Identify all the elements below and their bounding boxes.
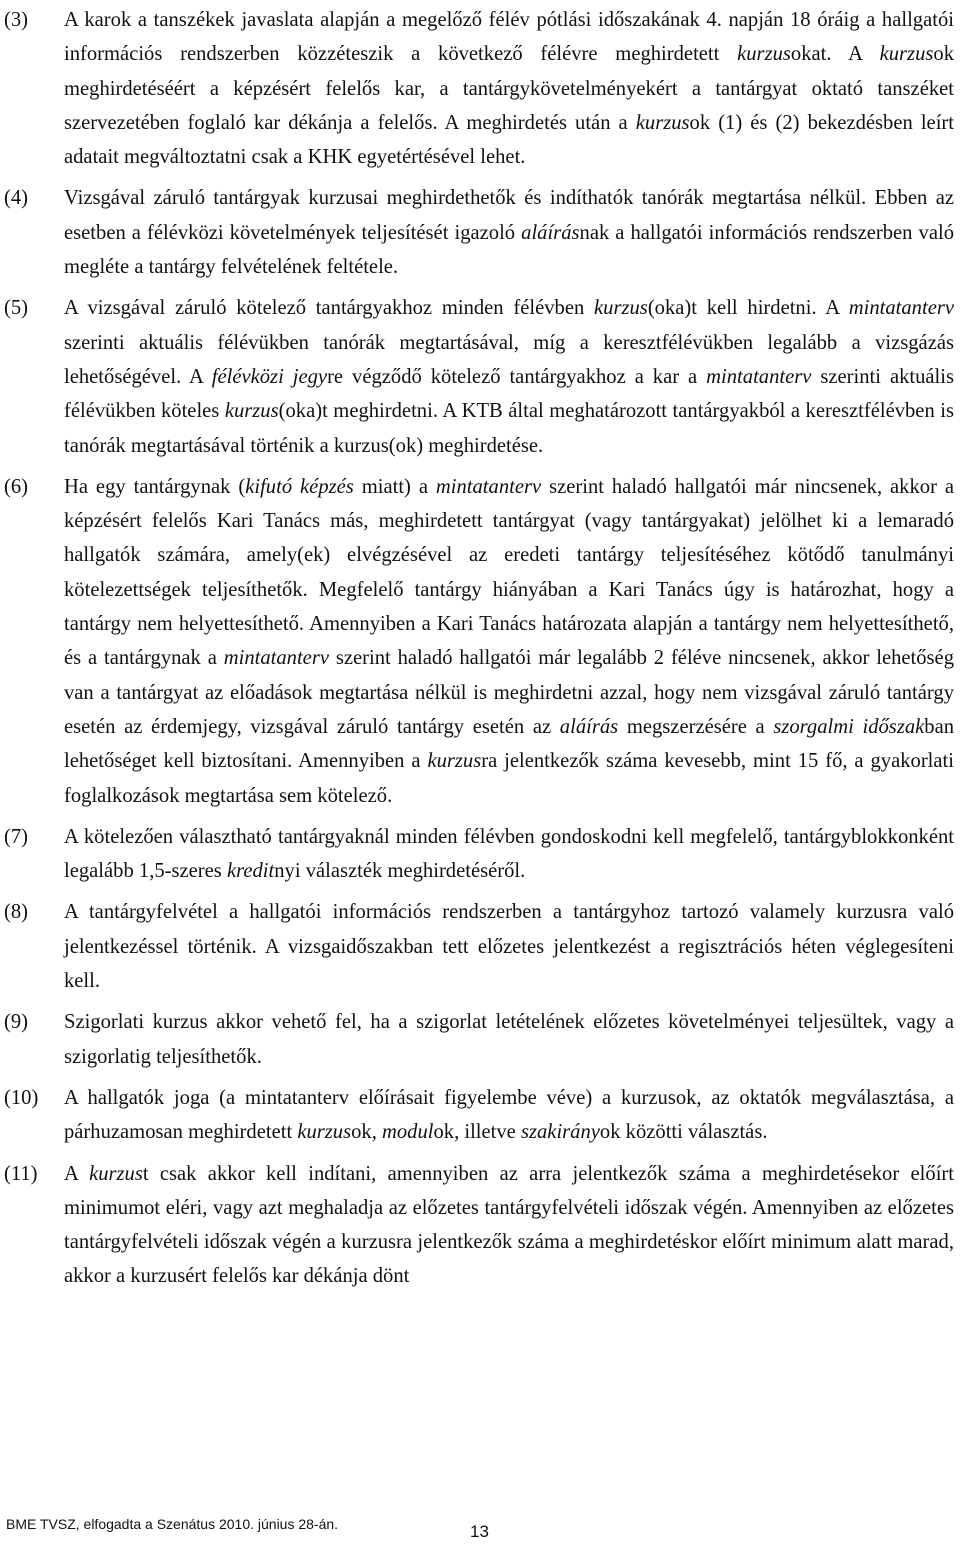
text-segment: szerint haladó hallgatói már legalább 2 féléve nincsenek, akkor lehetőség van a tantárgyat az előadások megtartása nélkül is meghirdetni azzal, hogy nem vizsgával záruló tantárgy esetén az érdemjegy, vizsgával záruló tantárgy esetén az bbox=[64, 647, 954, 738]
paragraph bbox=[0, 1005, 960, 1074]
text-segment: ok, bbox=[351, 1121, 382, 1144]
italic-term: kurzus bbox=[297, 1121, 352, 1144]
text-segment: miatt) a bbox=[353, 475, 436, 498]
paragraph-number: (7) bbox=[4, 825, 29, 848]
paragraph-number: (6) bbox=[4, 475, 29, 498]
italic-term: aláírás bbox=[521, 221, 580, 244]
text-segment: A bbox=[64, 1162, 90, 1185]
paragraph-number: (5) bbox=[4, 297, 29, 320]
italic-term: mintatanterv bbox=[223, 647, 329, 670]
text-segment: Szigorlati kurzus akkor vehető fel, ha a szigorlat letételének előzetes követelményei teljesültek, vagy a szigorlatig teljesíthetők. bbox=[64, 1011, 954, 1068]
paragraph bbox=[0, 470, 960, 813]
paragraph-text bbox=[64, 297, 954, 456]
text-segment: szerinti aktuális félévükben köteles bbox=[64, 365, 954, 423]
text-segment: A vizsgával záruló kötelező tantárgyakhoz minden félévben bbox=[64, 297, 595, 320]
document-body bbox=[0, 3, 960, 1294]
paragraph bbox=[0, 181, 960, 284]
text-segment: Ha egy tantárgynak ( bbox=[64, 475, 246, 498]
text-segment: Vizsgával záruló tantárgyak kurzusai meghirdethetők és indíthatók tanórák megtartása nélkül. Ebben az esetben a félévközi követelmények teljesítését igazoló bbox=[64, 187, 954, 244]
paragraph-number: (9) bbox=[4, 1011, 29, 1034]
italic-term: modul bbox=[381, 1121, 434, 1144]
text-segment: ok meghirdetéséért a képzésért felelős kar, a tantárgykövetelményekért a tantárgyat oktató tanszéket szervezetében foglaló kar dékánja a felelős. A meghirdetés után a bbox=[64, 43, 954, 134]
text-segment: (oka)t kell hirdetni. A bbox=[647, 297, 849, 320]
paragraph-number: (11) bbox=[4, 1162, 38, 1185]
paragraph-text bbox=[64, 1163, 954, 1288]
text-segment: szerinti aktuális félévükben tanórák megtartásával, míg a keresztfélévükben legalább a vizsgázás lehetőségével. A bbox=[64, 331, 954, 388]
paragraph bbox=[0, 291, 960, 462]
italic-term: mintatanterv bbox=[848, 297, 954, 320]
text-segment: A karok a tanszékek javaslata alapján a megelőző félév pótlási időszakának 4. napján 18 óráig a hallgatói információs rendszerben közzéteszik a következő félévre meghirdetett bbox=[64, 9, 954, 66]
paragraph bbox=[0, 820, 960, 889]
paragraph bbox=[0, 1157, 960, 1294]
page-number: 13 bbox=[470, 1522, 489, 1541]
italic-term: aláírás bbox=[559, 715, 619, 738]
text-segment: ok (1) és (2) bekezdésben leírt adatait megváltoztatni csak a KHK egyetértésével lehet. bbox=[64, 111, 954, 169]
text-segment: szerint haladó hallgatói már nincsenek, akkor a képzésért felelős Kari Tanács más, meghirdetett tantárgyat (vagy tantárgyakat) jelölhet ki a lemaradó hallgatók számára, amely(ek) elvégzésével az eredeti tantárgy teljesítéséhez kötődő tanulmányi kötelezettségek teljesíthetők. Megfelelő tantárgy hiányában a Kari Tanács úgy is határozhat, hogy a tantárgy nem helyettesíthető. Amennyiben a Kari Tanács határozata alapján a tantárgy nem helyettesíthető, és a tantárgynak a bbox=[64, 475, 954, 670]
italic-term: kurzus bbox=[224, 400, 279, 423]
italic-term: kurzus bbox=[89, 1162, 143, 1185]
italic-term: kurzus bbox=[879, 43, 934, 66]
text-segment: nak a hallgatói információs rendszerben való megléte a tantárgy felvételének feltétele. bbox=[64, 221, 954, 279]
paragraph-number: (10) bbox=[4, 1086, 39, 1109]
page-footer: BME TVSZ, elfogadta a Szenátus 2010. június 28-án. bbox=[6, 1516, 339, 1532]
text-segment: megszerzésére a bbox=[618, 715, 774, 738]
text-segment: nyi választék meghirdetéséről. bbox=[274, 860, 526, 883]
paragraph-text bbox=[64, 9, 954, 168]
text-segment: ban lehetőséget kell biztosítani. Amennyiben a bbox=[64, 715, 955, 773]
text-segment: ok, illetve bbox=[433, 1121, 521, 1144]
text-segment: A tantárgyfelvétel a hallgatói információs rendszerben a tantárgyhoz tartozó valamely kurzusra való jelentkezéssel történik. A vizsgaidőszakban tett előzetes jelentkezést a regisztrációs héten véglegesíteni kell. bbox=[64, 901, 954, 993]
text-segment: A hallgatók joga (a mintatanterv előírásait figyelembe véve) a kurzusok, az oktatók megválasztása, a párhuzamosan meghirdetett bbox=[64, 1086, 954, 1144]
paragraph-text bbox=[64, 1011, 954, 1067]
text-segment: (oka)t meghirdetni. A KTB által meghatározott tantárgyakból a keresztfélévben is tanórák megtartásával történik a kurzus(ok) meghirdetése. bbox=[64, 400, 954, 457]
italic-term: kifutó képzés bbox=[245, 475, 354, 498]
paragraph-text bbox=[64, 1087, 954, 1143]
italic-term: kurzus bbox=[594, 297, 648, 320]
italic-term: kurzus bbox=[737, 43, 791, 66]
paragraph bbox=[0, 895, 960, 998]
italic-term: félévközi jegy bbox=[211, 365, 328, 388]
text-segment: ra jelentkezők száma kevesebb, mint 15 fő, a gyakorlati foglalkozások megtartása sem kötelező. bbox=[64, 750, 954, 807]
paragraph-text bbox=[64, 901, 954, 992]
italic-term: kurzus bbox=[635, 111, 690, 134]
paragraph-text bbox=[64, 826, 954, 882]
italic-term: mintatanterv bbox=[706, 365, 812, 388]
italic-term: szorgalmi időszak bbox=[773, 715, 925, 738]
paragraph bbox=[0, 3, 960, 174]
italic-term: kurzus bbox=[427, 750, 482, 773]
paragraph-number: (3) bbox=[4, 9, 29, 31]
italic-term: kredit bbox=[226, 860, 275, 883]
text-segment: t csak akkor kell indítani, amennyiben az arra jelentkezők száma a meghirdetésekor előírt minimumot eléri, vagy azt meghaladja az előzetes tantárgyfelvételi időszak végén. Amennyiben az előzetes tantárgyfelvételi időszak végén a kurzusra jelentkezők száma a meghirdetéskor előírt minimum alatt marad, akkor a kurzusért felelős kar dékánja dönt bbox=[64, 1162, 954, 1288]
italic-term: mintatanterv bbox=[435, 475, 542, 498]
paragraph-text bbox=[64, 476, 954, 807]
text-segment: re végződő kötelező tantárgyakhoz a kar a bbox=[327, 365, 707, 388]
paragraph-number: (4) bbox=[4, 187, 29, 210]
paragraph-number: (8) bbox=[4, 901, 29, 924]
text-segment: okat. A bbox=[790, 43, 880, 66]
paragraph-text bbox=[64, 187, 954, 278]
text-segment: A kötelezően választható tantárgyaknál minden félévben gondoskodni kell megfelelő, tantárgyblokkonként legalább 1,5-szeres bbox=[64, 825, 954, 883]
text-segment: ok közötti választás. bbox=[599, 1121, 768, 1144]
italic-term: szakirány bbox=[520, 1121, 600, 1144]
paragraph bbox=[0, 1081, 960, 1150]
